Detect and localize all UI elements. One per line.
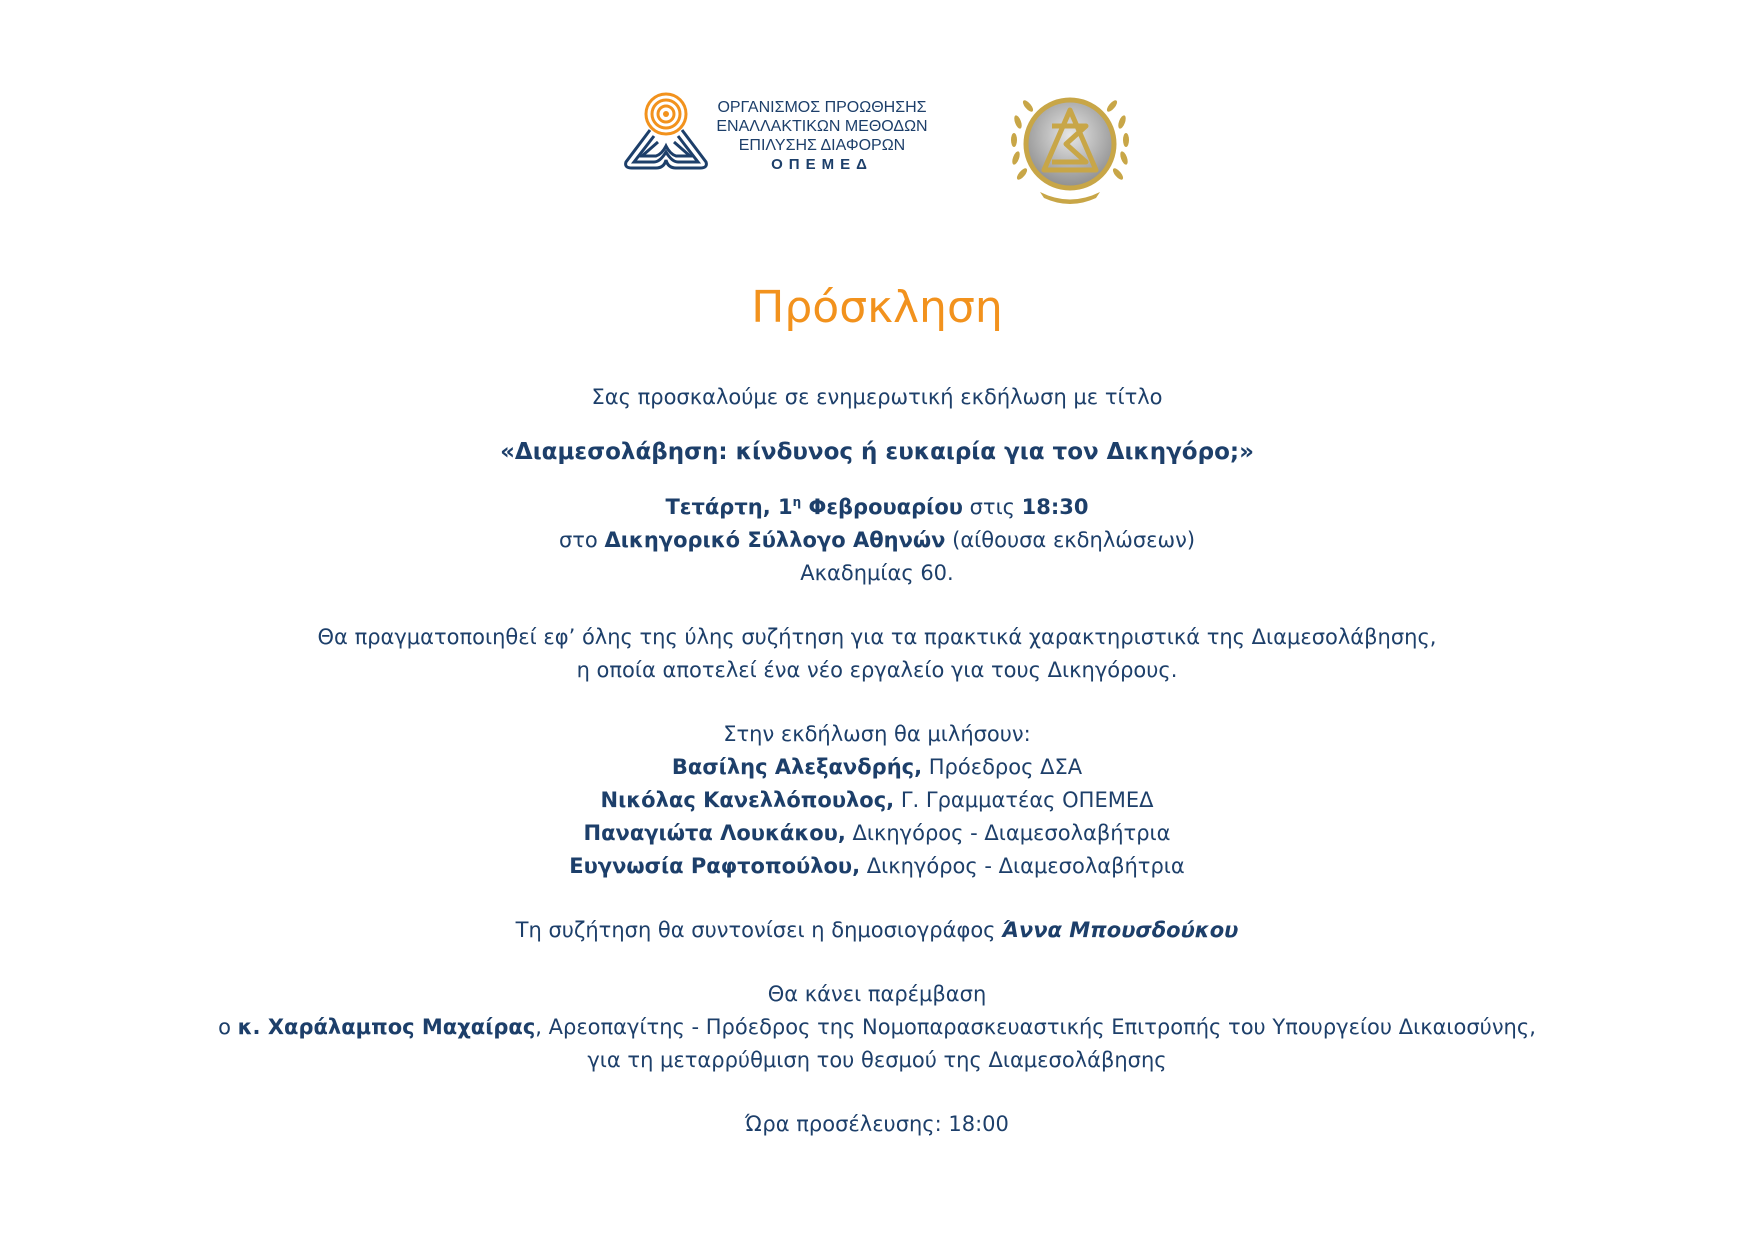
intervention-prefix: ο [218,1015,238,1039]
opemed-line1: ΟΡΓΑΝΙΣΜΟΣ ΠΡΟΩΘΗΣΗΣ [717,99,927,116]
description-line2: η οποία αποτελεί ένα νέο εργαλείο για τους Δικηγόρους. [576,658,1178,682]
speaker-name: Νικόλας Κανελλόπουλος, [600,788,895,812]
venue-room: (αίθουσα εκδηλώσεων) [945,528,1196,552]
opemed-logo [620,92,928,192]
venue-address: Ακαδημίας 60. [800,561,954,585]
opemed-line3: ΕΠΙΛΥΣΗΣ ΔΙΑΦΟΡΩΝ [738,137,906,154]
event-date: Τετάρτη, 1 [665,495,793,519]
speaker-name: Παναγιώτα Λουκάκου, [583,821,846,845]
venue-prefix: στο [558,528,605,552]
event-date-sup: η [792,495,802,509]
event-time: 18:30 [1021,495,1089,519]
speaker-row [0,850,1754,883]
moderator-line [0,914,1754,947]
event-month: Φεβρουαρίου [801,495,963,519]
intervention-line [0,1011,1754,1044]
intro-text: Σας προσκαλούμε σε ενημερωτική εκδήλωση με τίτλο [591,385,1163,409]
opemed-line2: ΕΝΑΛΛΑΚΤΙΚΩΝ ΜΕΘΟΔΩΝ [716,118,928,135]
page-title: Πρόσκληση [751,282,1003,333]
speaker-role: Πρόεδρος ΔΣΑ [922,755,1083,779]
logos-header [0,82,1754,212]
intervention-heading: Θα κάνει παρέμβαση [767,982,987,1006]
arrival-time: Ώρα προσέλευσης: 18:00 [745,1112,1009,1136]
speaker-row [0,751,1754,784]
moderator-text: Τη συζήτηση θα συντονίσει η δημοσιογράφος [515,918,1003,942]
intervention-name: κ. Χαράλαμπος Μαχαίρας [237,1015,536,1039]
opemed-acronym: ΟΠΕΜΕΔ [771,156,873,173]
intervention-topic: για τη μεταρρύθμιση του θεσμού της Διαμεσολάβησης [587,1048,1167,1072]
opemed-name [702,98,942,174]
speaker-role: Δικηγόρος - Διαμεσολαβήτρια [860,854,1185,878]
invitation-body [0,381,1754,1141]
event-where [0,524,1754,557]
description-line1: Θα πραγματοποιηθεί εφ’ όλης της ύλης συζήτηση για τα πρακτικά χαρακτηριστικά της Διαμεσολάβησης, [317,625,1437,649]
speaker-name: Ευγνωσία Ραφτοπούλου, [569,854,861,878]
speaker-row [0,817,1754,850]
speaker-row [0,784,1754,817]
dsa-emblem-icon [1000,82,1140,212]
venue-name: Δικηγορικό Σύλλογο Αθηνών [604,528,946,552]
event-title: «Διαμεσολάβηση: κίνδυνος ή ευκαιρία για τον Δικηγόρο;» [500,439,1254,465]
speaker-role: Γ. Γραμματέας ΟΠΕΜΕΔ [894,788,1154,812]
speakers-heading: Στην εκδήλωση θα μιλήσουν: [723,722,1031,746]
speaker-role: Δικηγόρος - Διαμεσολαβήτρια [845,821,1171,845]
intervention-role: , Αρεοπαγίτης - Πρόεδρος της Νομοπαρασκευαστικής Επιτροπής του Υπουργείου Δικαιοσύνης, [535,1015,1536,1039]
event-at: στις [962,495,1022,519]
opemed-emblem-icon [620,92,712,172]
speaker-name: Βασίλης Αλεξανδρής, [671,755,923,779]
event-when [0,491,1754,524]
moderator-name: Άννα Μπουσδούκου [1002,918,1239,942]
